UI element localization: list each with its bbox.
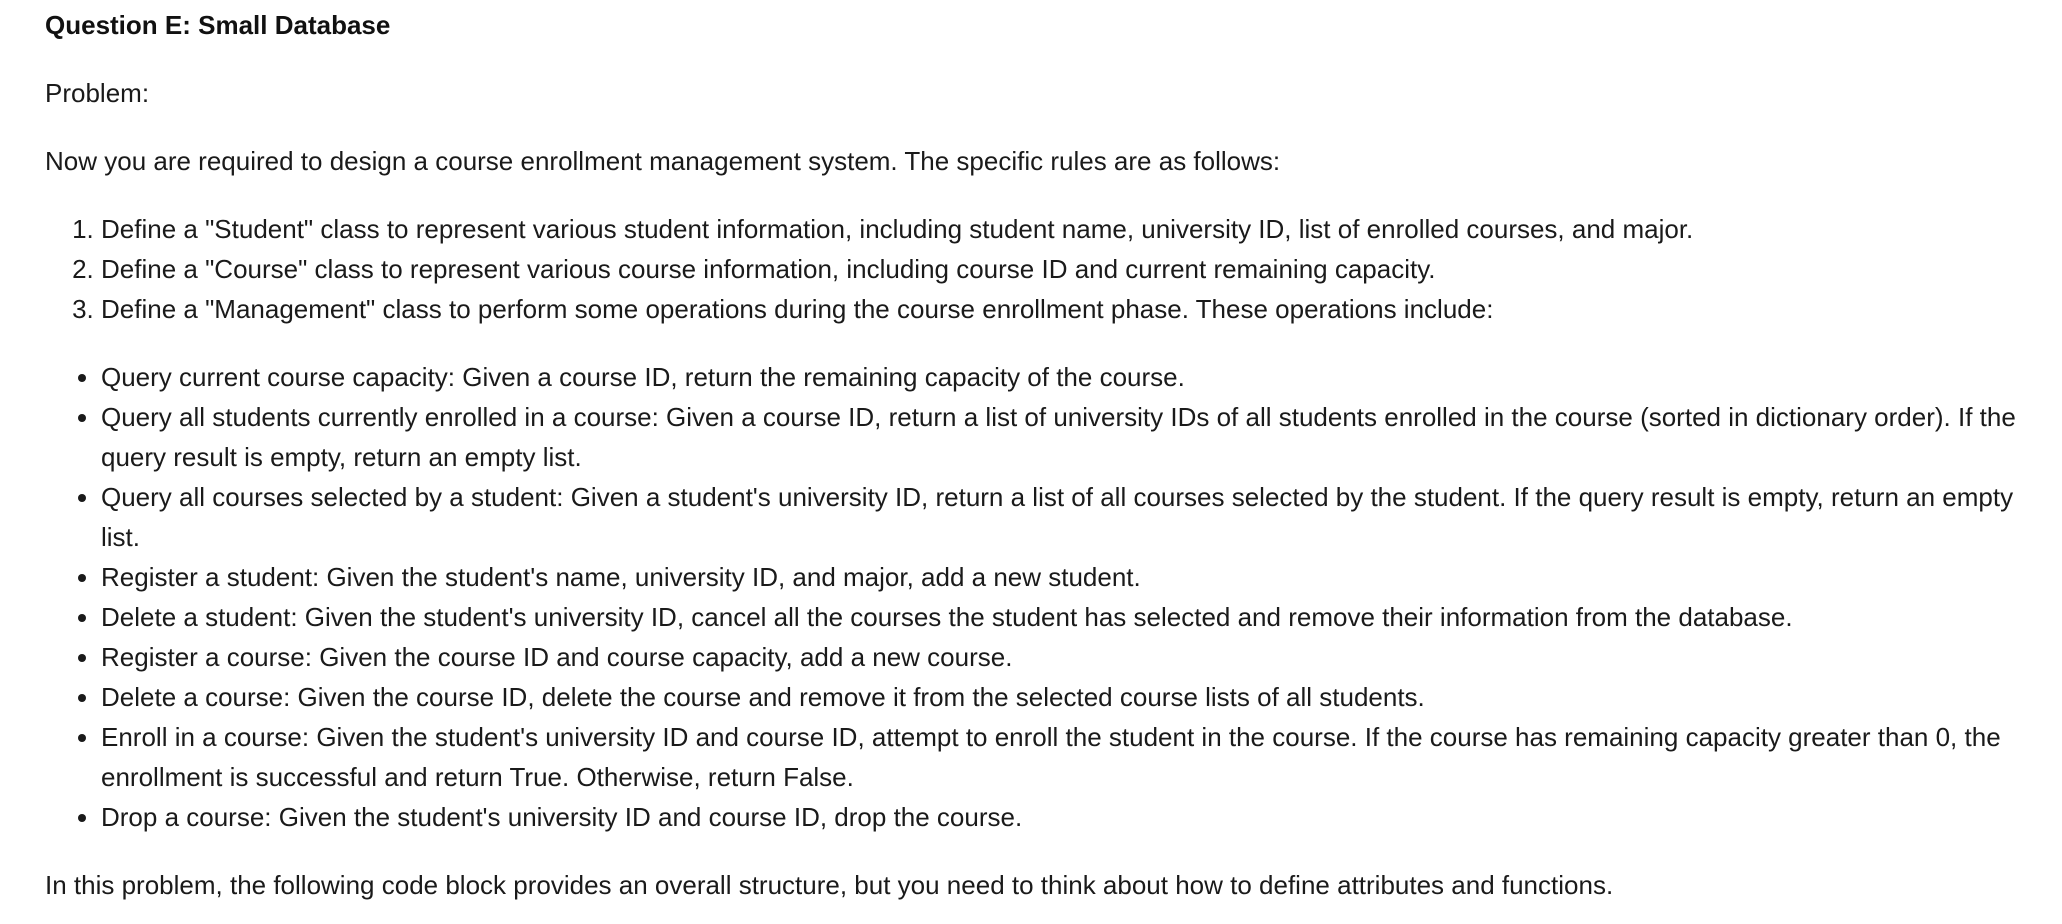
operation-register-course: • Register a course: Given the course ID and course capacity, add a new course. — [101, 637, 2017, 677]
operation-query-course-students: • Query all students currently enrolled in a course: Given a course ID, return a list of university IDs of all students enrolled in the course (sorted in dictionary order). If the query result is empty, return an empty list. — [101, 397, 2017, 477]
rule-item-3: 3. Define a "Management" class to perform some operations during the course enrollment phase. These operations include: — [101, 289, 2017, 329]
problem-label: Problem: — [45, 78, 150, 108]
operation-enroll-course: • Enroll in a course: Given the student's university ID and course ID, attempt to enroll the student in the course. If the course has remaining capacity greater than 0, the enrollment is successful and return True. Otherwise, return False. — [101, 717, 2017, 797]
operation-delete-course: • Delete a course: Given the course ID, delete the course and remove it from the selected course lists of all students. — [101, 677, 2017, 717]
operation-delete-student: • Delete a student: Given the student's university ID, cancel all the courses the student has selected and remove their information from the database. — [101, 597, 2017, 637]
operations-list — [45, 357, 2017, 837]
operation-drop-course: • Drop a course: Given the student's university ID and course ID, drop the course. — [101, 797, 2017, 837]
rule-item-2: 2. Define a "Course" class to represent various course information, including course ID and current remaining capacity. — [101, 249, 2017, 289]
operation-query-student-courses: • Query all courses selected by a student: Given a student's university ID, return a list of all courses selected by the student. If the query result is empty, return an empty list. — [101, 477, 2017, 557]
operation-query-capacity: • Query current course capacity: Given a course ID, return the remaining capacity of the course. — [101, 357, 2017, 397]
operation-register-student: • Register a student: Given the student's name, university ID, and major, add a new student. — [101, 557, 2017, 597]
problem-closing: In this problem, the following code block provides an overall structure, but you need to think about how to define attributes and functions. — [45, 870, 1614, 900]
question-title: Question E: Small Database — [45, 10, 391, 40]
rule-item-1: 1. Define a "Student" class to represent various student information, including student name, university ID, list of enrolled courses, and major. — [101, 209, 2017, 249]
problem-intro: Now you are required to design a course enrollment management system. The specific rules are as follows: — [45, 146, 1281, 176]
rules-list — [45, 209, 2017, 329]
